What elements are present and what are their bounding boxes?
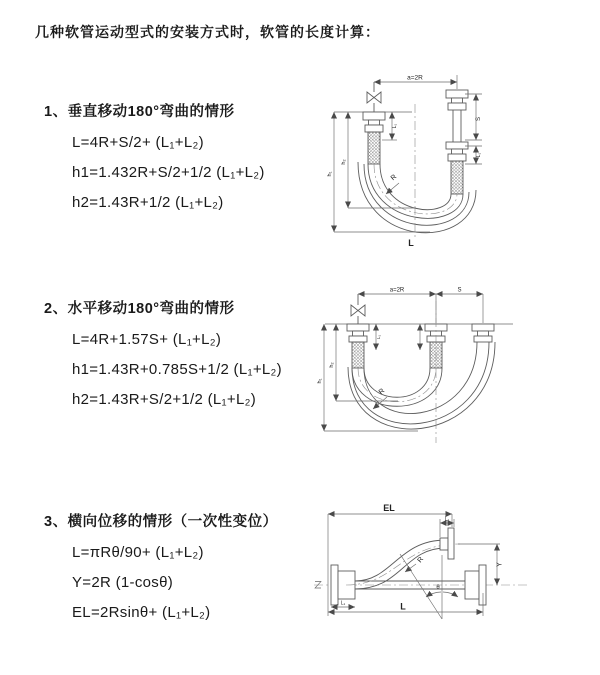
dim-label-l1-left: L₁ — [392, 123, 398, 129]
formula-1-h1: h1=1.432R+S/2+1/2 (L₁+L₂) — [72, 164, 265, 181]
section-1 — [44, 100, 314, 211]
dim-label-r: R — [377, 387, 387, 397]
dim-label-r: R — [416, 555, 426, 565]
dim-label-s: S — [457, 287, 462, 294]
dim-span-a2r — [374, 75, 457, 90]
dim-s — [465, 94, 482, 140]
dim-label-h2: h₂ — [329, 362, 335, 368]
dim-l1-left — [376, 324, 381, 350]
dim-label-l1-bottom: L₁ — [340, 600, 346, 607]
dim-label-s: S — [476, 116, 482, 122]
dim-label-theta: θ — [436, 585, 440, 591]
formula-3-EL: EL=2Rsinθ+ (L₁+L₂) — [72, 604, 211, 621]
top-flange-displaced — [440, 528, 454, 559]
dim-label-l: L — [400, 601, 406, 612]
braided-hose-section — [352, 342, 364, 368]
valve-icon — [367, 82, 381, 112]
left-pipe-flange — [363, 112, 385, 164]
dim-span-a2r — [358, 288, 436, 295]
u-bend-hose — [348, 342, 495, 429]
formula-1-h2: h2=1.43R+1/2 (L₁+L₂) — [72, 194, 224, 211]
formula-2-L: L=4R+1.57S+ (L₁+L₂) — [72, 331, 222, 348]
right-pipe-flange — [446, 90, 468, 194]
dim-label-h1: h₁ — [317, 378, 323, 384]
formula-2-h1: h1=1.43R+0.785S+1/2 (L₁+L₂) — [72, 361, 282, 378]
formula-2-h2: h2=1.43R+S/2+1/2 (L₁+L₂) — [72, 391, 257, 408]
dim-label-l1: L₁ — [376, 334, 381, 340]
dim-h1 — [317, 324, 418, 431]
dim-label-a2r: a=2R — [407, 74, 423, 82]
angle-theta — [400, 554, 458, 619]
formula-1-L: L=4R+S/2+ (L₁+L₂) — [72, 134, 204, 151]
diagram-2-horizontal-180-bend — [310, 281, 600, 453]
dim-label-y: Y — [496, 562, 504, 567]
formula-3-L: L=πRθ/90+ (L₁+L₂) — [72, 544, 204, 561]
dim-s — [436, 288, 483, 324]
section-2-heading: 2、水平移动180°弯曲的情形 — [44, 301, 235, 317]
section-3-heading: 3、横向位移的情形（一次性变位） — [44, 514, 278, 530]
valve-icon — [351, 294, 365, 324]
dim-label-a2r: a=2R — [389, 287, 405, 294]
dim-label-r: R — [389, 173, 399, 183]
dim-label-l1-right: L₁ — [476, 152, 482, 158]
formula-3-Y: Y=2R (1-cosθ) — [72, 574, 174, 591]
dim-label-el: EL — [383, 503, 395, 513]
dim-y — [497, 544, 504, 585]
dim-label-l: L — [408, 238, 414, 248]
braided-hose-section — [368, 132, 380, 164]
braided-hose-section — [451, 161, 463, 194]
dim-label-l1-top: L₁ — [444, 516, 450, 523]
dim-label-h1: h₁ — [327, 171, 333, 177]
diagram-1-vertical-180-bend — [312, 66, 600, 262]
left-pipe-flange — [347, 324, 369, 368]
dim-label-h2: h₂ — [341, 159, 347, 165]
diagram-3-lateral-displacement — [300, 497, 600, 647]
section-2 — [44, 297, 314, 408]
right-pipe-flange-moved-position — [472, 324, 494, 342]
page-title: 几种软管运动型式的安装方式时，软管的长度计算： — [35, 24, 380, 40]
section-3 — [44, 510, 314, 621]
section-1-heading: 1、垂直移动180°弯曲的情形 — [44, 104, 235, 120]
